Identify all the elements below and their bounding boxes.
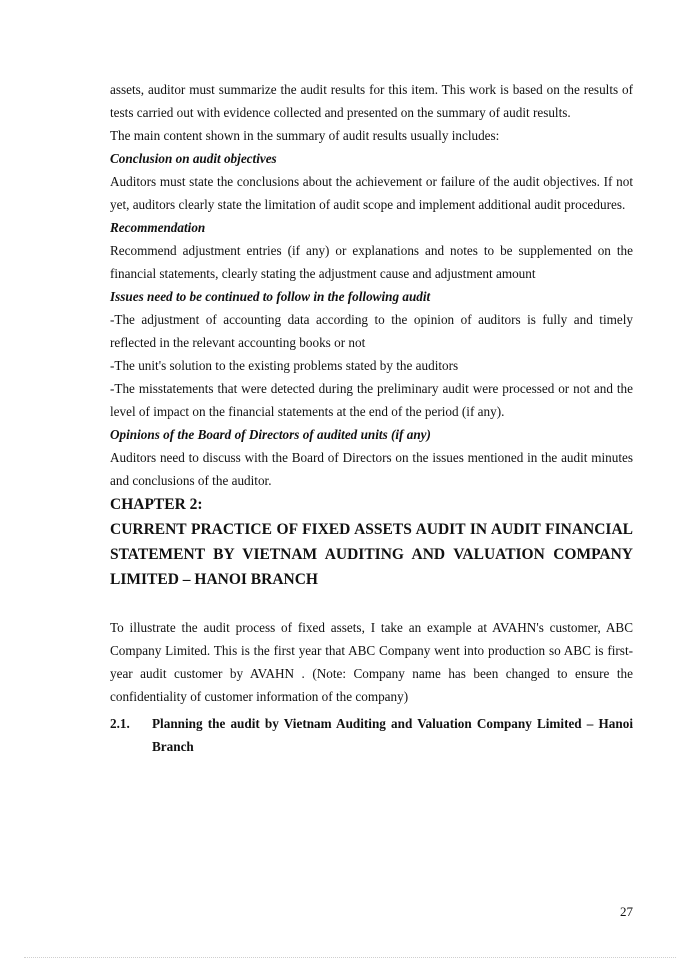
paragraph-issue-3: -The misstatements that were detected during the preliminary audit were processed or not and the level of impact on the financial statements at the end of the period (if any). (110, 381, 633, 419)
section-number: 2.1. (110, 716, 130, 731)
paragraph-intro: To illustrate the audit process of fixed assets, I take an example at AVAHN's customer, ABC Company Limited. This is the first year that ABC Company went into production so ABC is first-year audit customer by AVAHN . (Note: Company name has been changed to ensure the confidentiality of customer information of the company) (110, 620, 633, 704)
chapter-title: CURRENT PRACTICE OF FIXED ASSETS AUDIT IN AUDIT FINANCIAL STATEMENT BY VIETNAM AUDITING AND VALUATION COMPANY LIMITED – HANOI BRANCH (110, 521, 633, 588)
paragraph-conclusion: Auditors must state the conclusions about the achievement or failure of the audit objectives. If not yet, auditors clearly state the limitation of audit scope and implement additional audit procedures. (110, 174, 633, 212)
page-body (110, 78, 633, 758)
paragraph-summary: assets, auditor must summarize the audit results for this item. This work is based on the results of tests carried out with evidence collected and presented on the summary of audit results. (110, 82, 633, 120)
heading-conclusion: Conclusion on audit objectives (110, 151, 277, 166)
section-heading (110, 712, 633, 758)
paragraph-opinions: Auditors need to discuss with the Board of Directors on the issues mentioned in the audit minutes and conclusions of the auditor. (110, 450, 633, 488)
paragraph-issue-1: -The adjustment of accounting data according to the opinion of auditors is fully and timely reflected in the relevant accounting books or not (110, 312, 633, 350)
heading-recommendation: Recommendation (110, 220, 206, 235)
heading-opinions: Opinions of the Board of Directors of audited units (if any) (110, 427, 431, 442)
section-title: Planning the audit by Vietnam Auditing and Valuation Company Limited – Hanoi Branch (152, 716, 633, 754)
paragraph-main-content: The main content shown in the summary of audit results usually includes: (110, 128, 500, 143)
heading-issues: Issues need to be continued to follow in the following audit (110, 289, 431, 304)
page-number: 27 (620, 904, 633, 919)
paragraph-recommendation: Recommend adjustment entries (if any) or explanations and notes to be supplemented on the financial statements, clearly stating the adjustment cause and adjustment amount (110, 243, 633, 281)
chapter-label: CHAPTER 2: (110, 496, 203, 513)
paragraph-issue-2: -The unit's solution to the existing problems stated by the auditors (110, 358, 459, 373)
page-bottom-divider (24, 957, 676, 958)
